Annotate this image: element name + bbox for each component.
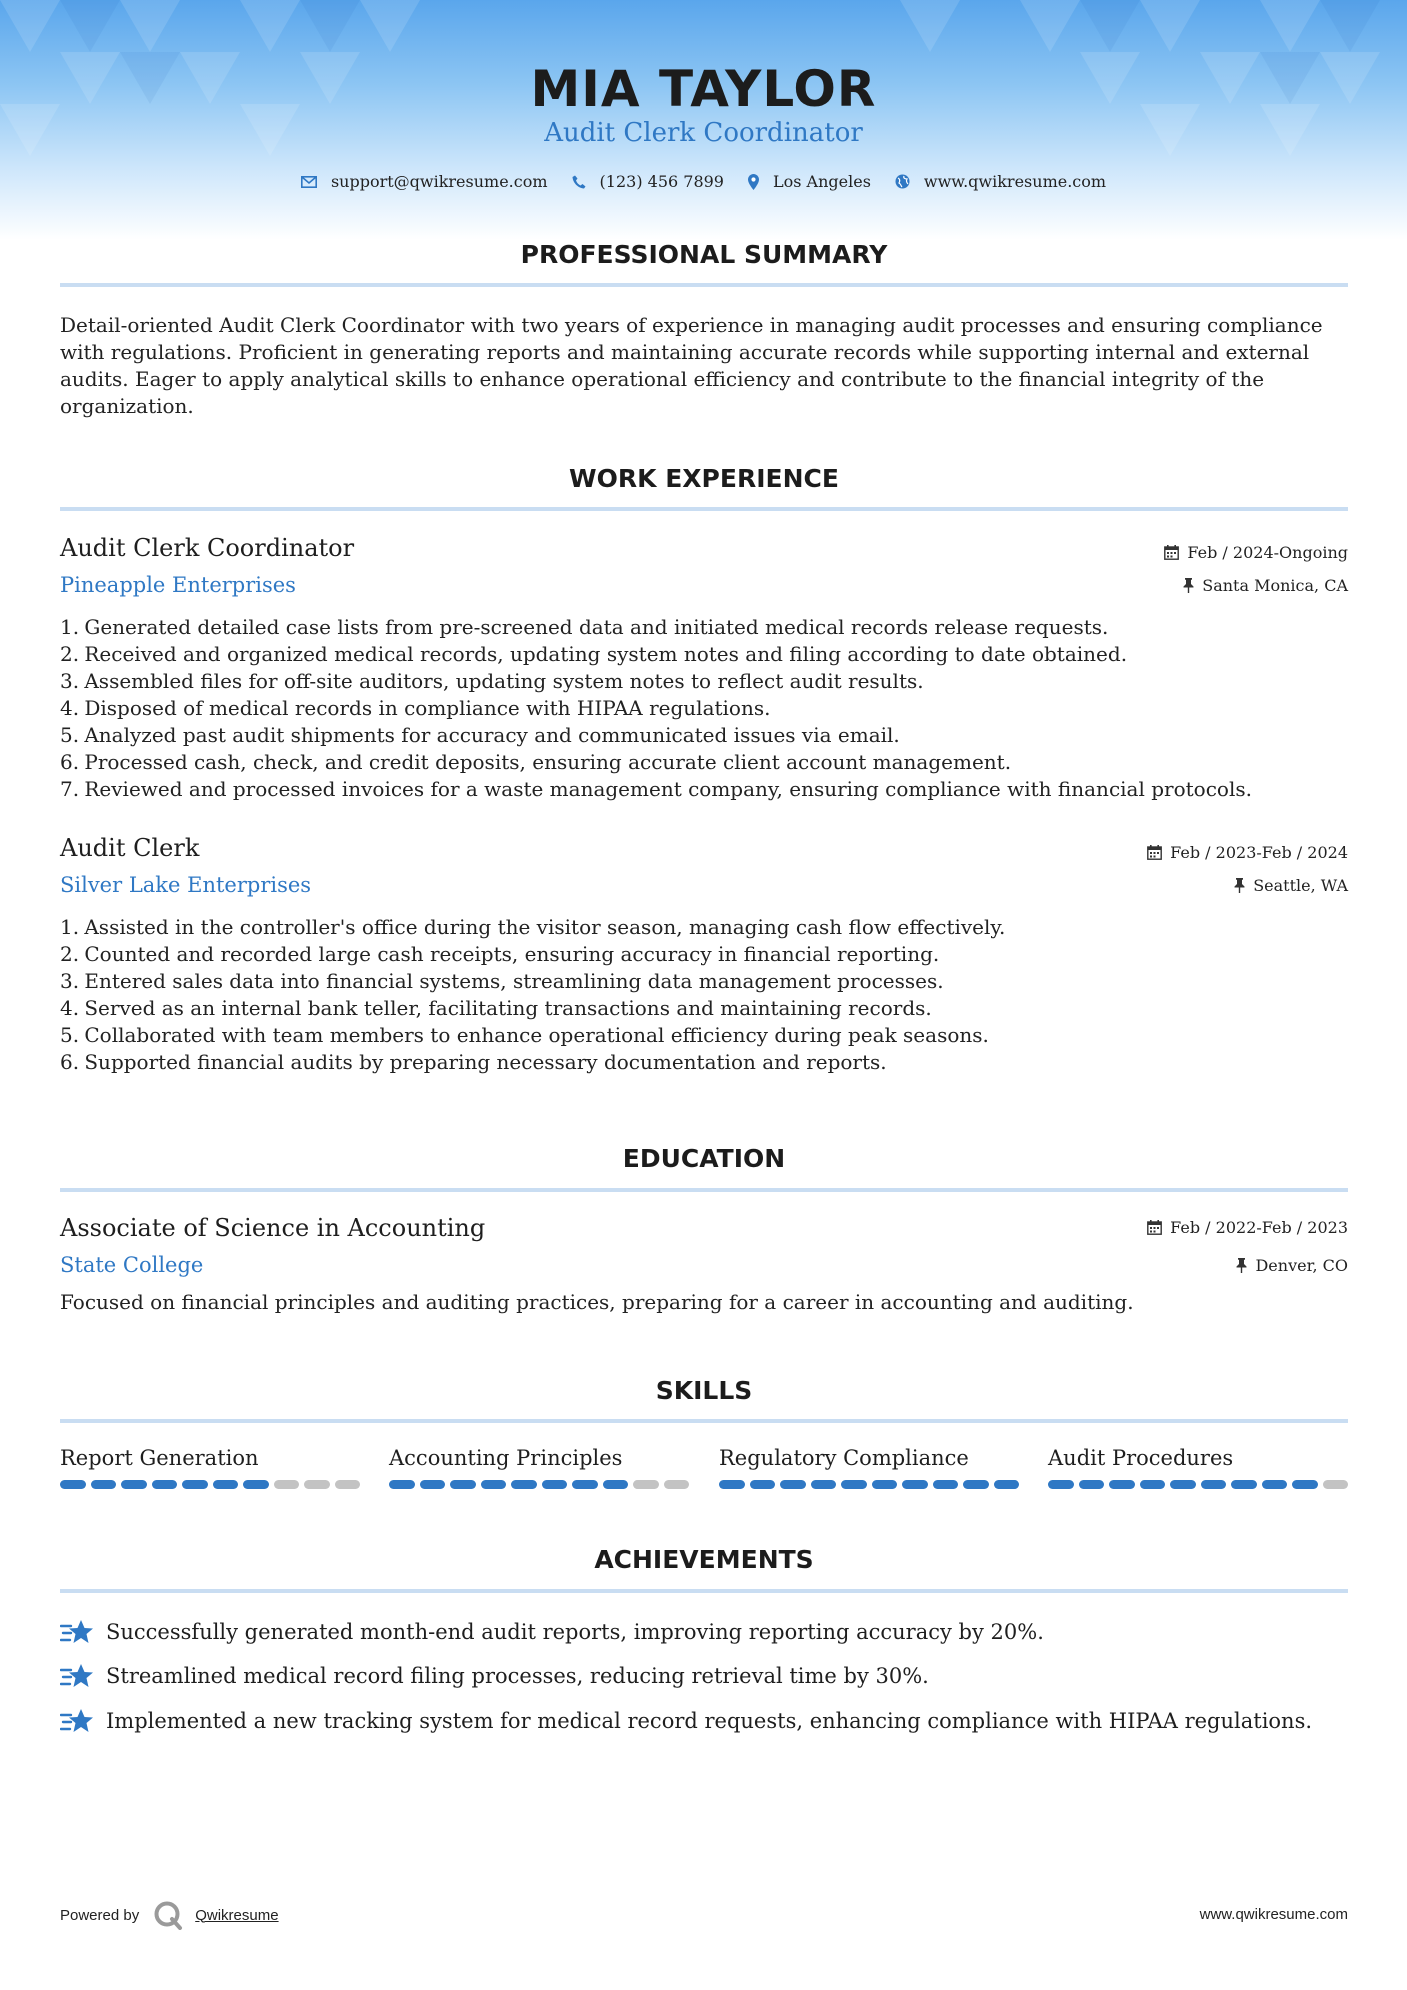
skill-level-segment bbox=[603, 1480, 629, 1489]
summary-line: organization. bbox=[60, 394, 194, 418]
pin-icon bbox=[1234, 878, 1245, 893]
job-location bbox=[1234, 876, 1348, 895]
star-icon bbox=[60, 1661, 94, 1691]
list-item: 3. Entered sales data into financial systems, streamlining data management processes. bbox=[60, 969, 944, 993]
summary-line: audits. Eager to apply analytical skills to enhance operational efficiency and contribute to the financial integrity of the bbox=[60, 367, 1265, 391]
location-text: Los Angeles bbox=[772, 172, 871, 191]
email-text: support@qwikresume.com bbox=[330, 172, 548, 191]
experience-divider bbox=[60, 507, 1348, 511]
summary-line: Detail-oriented Audit Clerk Coordinator with two years of experience in managing audit processes and ensuring compliance bbox=[60, 313, 1323, 337]
footer-powered-by bbox=[60, 1900, 279, 1930]
skill-level-segment bbox=[1109, 1480, 1135, 1489]
summary-divider bbox=[60, 283, 1348, 287]
skill-level-segment bbox=[335, 1480, 361, 1489]
skill-level-segment bbox=[1201, 1480, 1227, 1489]
education-divider bbox=[60, 1188, 1348, 1192]
skill-item bbox=[389, 1446, 689, 1489]
skill-level-segment bbox=[304, 1480, 330, 1489]
skill-level-segment bbox=[902, 1480, 928, 1489]
skill-level-segment bbox=[511, 1480, 537, 1489]
skill-level-segment bbox=[1140, 1480, 1166, 1489]
list-item: 7. Reviewed and processed invoices for a waste management company, ensuring compliance with financial protocols. bbox=[60, 777, 1252, 801]
achievement-text: Successfully generated month-end audit reports, improving reporting accuracy by 20%. bbox=[106, 1620, 1044, 1644]
star-icon bbox=[60, 1706, 94, 1736]
candidate-role: Audit Clerk Coordinator bbox=[544, 118, 863, 148]
skill-level-segment bbox=[542, 1480, 568, 1489]
skill-level-segment bbox=[1170, 1480, 1196, 1489]
job-responsibilities bbox=[60, 614, 1348, 803]
skill-name: Accounting Principles bbox=[389, 1446, 623, 1470]
list-item: 5. Collaborated with team members to enhance operational efficiency during peak seasons. bbox=[60, 1023, 989, 1047]
list-item: 4. Served as an internal bank teller, facilitating transactions and maintaining records. bbox=[60, 996, 932, 1020]
skill-level-segment bbox=[664, 1480, 690, 1489]
skill-level-segment bbox=[1048, 1480, 1074, 1489]
skill-level-segment bbox=[963, 1480, 989, 1489]
powered-by-label: Powered by bbox=[60, 1906, 140, 1924]
skill-level-segment bbox=[811, 1480, 837, 1489]
skill-item bbox=[1048, 1446, 1348, 1489]
job-responsibilities bbox=[60, 914, 1348, 1076]
qwikresume-logo-icon bbox=[153, 1900, 185, 1930]
skill-level-segment bbox=[933, 1480, 959, 1489]
calendar-icon bbox=[1147, 1220, 1162, 1235]
skill-level-segment bbox=[1079, 1480, 1105, 1489]
skill-level-segment bbox=[872, 1480, 898, 1489]
skill-level-segment bbox=[572, 1480, 598, 1489]
skill-level-segment bbox=[719, 1480, 745, 1489]
education-dates bbox=[1147, 1218, 1348, 1237]
skill-level-segment bbox=[213, 1480, 239, 1489]
skill-level-segment bbox=[121, 1480, 147, 1489]
summary-text bbox=[60, 312, 1348, 420]
phone-text: (123) 456 7899 bbox=[599, 172, 724, 191]
achievement-item bbox=[60, 1661, 929, 1691]
star-icon bbox=[60, 1617, 94, 1647]
skill-level-segment bbox=[91, 1480, 117, 1489]
skill-item bbox=[719, 1446, 1019, 1489]
skill-level-segment bbox=[750, 1480, 776, 1489]
skill-level-segment bbox=[450, 1480, 476, 1489]
skill-level-segment bbox=[60, 1480, 86, 1489]
skill-level-segment bbox=[152, 1480, 178, 1489]
achievement-item bbox=[60, 1617, 1044, 1647]
list-item: 4. Disposed of medical records in compliance with HIPAA regulations. bbox=[60, 696, 771, 720]
pin-icon bbox=[1183, 578, 1194, 593]
skills-heading: SKILLS bbox=[655, 1376, 753, 1405]
achievements-heading: ACHIEVEMENTS bbox=[594, 1545, 814, 1574]
list-item: 1. Generated detailed case lists from pre-screened data and initiated medical records release requests. bbox=[60, 615, 1109, 639]
education-dates-text: Feb / 2022-Feb / 2023 bbox=[1170, 1218, 1348, 1237]
map-marker-icon bbox=[748, 174, 759, 190]
pin-icon bbox=[1236, 1258, 1247, 1273]
skill-level-segment bbox=[841, 1480, 867, 1489]
skill-name: Report Generation bbox=[60, 1446, 259, 1470]
contact-website[interactable] bbox=[895, 172, 1106, 191]
list-item: 5. Analyzed past audit shipments for accuracy and communicated issues via email. bbox=[60, 723, 900, 747]
education-heading: EDUCATION bbox=[622, 1144, 786, 1173]
experience-heading: WORK EXPERIENCE bbox=[569, 464, 839, 493]
footer-website[interactable]: www.qwikresume.com bbox=[1199, 1906, 1348, 1923]
school-name: State College bbox=[60, 1253, 204, 1277]
skill-level-segment bbox=[1262, 1480, 1288, 1489]
job-dates-text: Feb / 2024-Ongoing bbox=[1187, 543, 1348, 562]
achievement-text: Implemented a new tracking system for medical record requests, enhancing compliance with HIPAA regulations. bbox=[106, 1709, 1313, 1733]
candidate-name: MIA TAYLOR bbox=[530, 60, 877, 118]
contact-phone[interactable] bbox=[572, 172, 724, 191]
skill-level-bar bbox=[719, 1480, 1019, 1489]
contact-email[interactable] bbox=[301, 172, 548, 191]
list-item: 2. Received and organized medical records, updating system notes and filing according to date obtained. bbox=[60, 642, 1128, 666]
envelope-icon bbox=[301, 176, 317, 188]
job-location-text: Seattle, WA bbox=[1253, 876, 1348, 895]
skill-level-segment bbox=[420, 1480, 446, 1489]
skill-level-segment bbox=[994, 1480, 1020, 1489]
skill-level-segment bbox=[1231, 1480, 1257, 1489]
calendar-icon bbox=[1147, 845, 1162, 860]
job-title: Audit Clerk Coordinator bbox=[60, 534, 355, 562]
achievements-divider bbox=[60, 1589, 1348, 1593]
education-location bbox=[1236, 1256, 1348, 1275]
achievement-item bbox=[60, 1706, 1312, 1736]
phone-icon bbox=[572, 175, 586, 189]
skill-level-bar bbox=[1048, 1480, 1348, 1489]
job-dates-text: Feb / 2023-Feb / 2024 bbox=[1170, 843, 1348, 862]
contact-bar bbox=[0, 172, 1407, 191]
list-item: 6. Processed cash, check, and credit deposits, ensuring accurate client account management. bbox=[60, 750, 1012, 774]
list-item: 1. Assisted in the controller's office during the visitor season, managing cash flow effectively. bbox=[60, 915, 1006, 939]
summary-line: with regulations. Proficient in generating reports and maintaining accurate records while supporting internal and external bbox=[60, 340, 1310, 364]
list-item: 2. Counted and recorded large cash receipts, ensuring accuracy in financial reporting. bbox=[60, 942, 940, 966]
skill-level-segment bbox=[633, 1480, 659, 1489]
skill-name: Regulatory Compliance bbox=[719, 1446, 969, 1470]
skill-level-segment bbox=[274, 1480, 300, 1489]
job-title: Audit Clerk bbox=[60, 834, 200, 862]
skills-divider bbox=[60, 1419, 1348, 1423]
skill-level-segment bbox=[780, 1480, 806, 1489]
degree-title: Associate of Science in Accounting bbox=[60, 1214, 486, 1242]
skill-level-segment bbox=[481, 1480, 507, 1489]
job-location bbox=[1183, 576, 1348, 595]
skill-item bbox=[60, 1446, 360, 1489]
website-text: www.qwikresume.com bbox=[923, 172, 1107, 191]
brand-link[interactable]: Qwikresume bbox=[195, 1906, 279, 1924]
list-item: 3. Assembled files for off-site auditors, updating system notes to reflect audit results. bbox=[60, 669, 924, 693]
skill-level-bar bbox=[389, 1480, 689, 1489]
skill-level-segment bbox=[243, 1480, 269, 1489]
skill-name: Audit Procedures bbox=[1048, 1446, 1234, 1470]
education-location-text: Denver, CO bbox=[1255, 1256, 1348, 1275]
list-item: 6. Supported financial audits by preparing necessary documentation and reports. bbox=[60, 1050, 887, 1074]
achievement-text: Streamlined medical record filing processes, reducing retrieval time by 30%. bbox=[106, 1664, 929, 1688]
skill-level-segment bbox=[182, 1480, 208, 1489]
skill-level-segment bbox=[1292, 1480, 1318, 1489]
job-company: Silver Lake Enterprises bbox=[60, 873, 312, 897]
skill-level-bar bbox=[60, 1480, 360, 1489]
job-dates bbox=[1147, 843, 1348, 862]
calendar-icon bbox=[1164, 545, 1179, 560]
job-dates bbox=[1164, 543, 1348, 562]
skill-level-segment bbox=[1323, 1480, 1349, 1489]
summary-heading: PROFESSIONAL SUMMARY bbox=[520, 240, 888, 269]
education-description: Focused on financial principles and auditing practices, preparing for a career in accounting and auditing. bbox=[60, 1290, 1134, 1314]
job-location-text: Santa Monica, CA bbox=[1202, 576, 1348, 595]
job-company: Pineapple Enterprises bbox=[60, 573, 296, 597]
globe-icon bbox=[895, 174, 910, 189]
contact-location bbox=[748, 172, 871, 191]
skill-level-segment bbox=[389, 1480, 415, 1489]
